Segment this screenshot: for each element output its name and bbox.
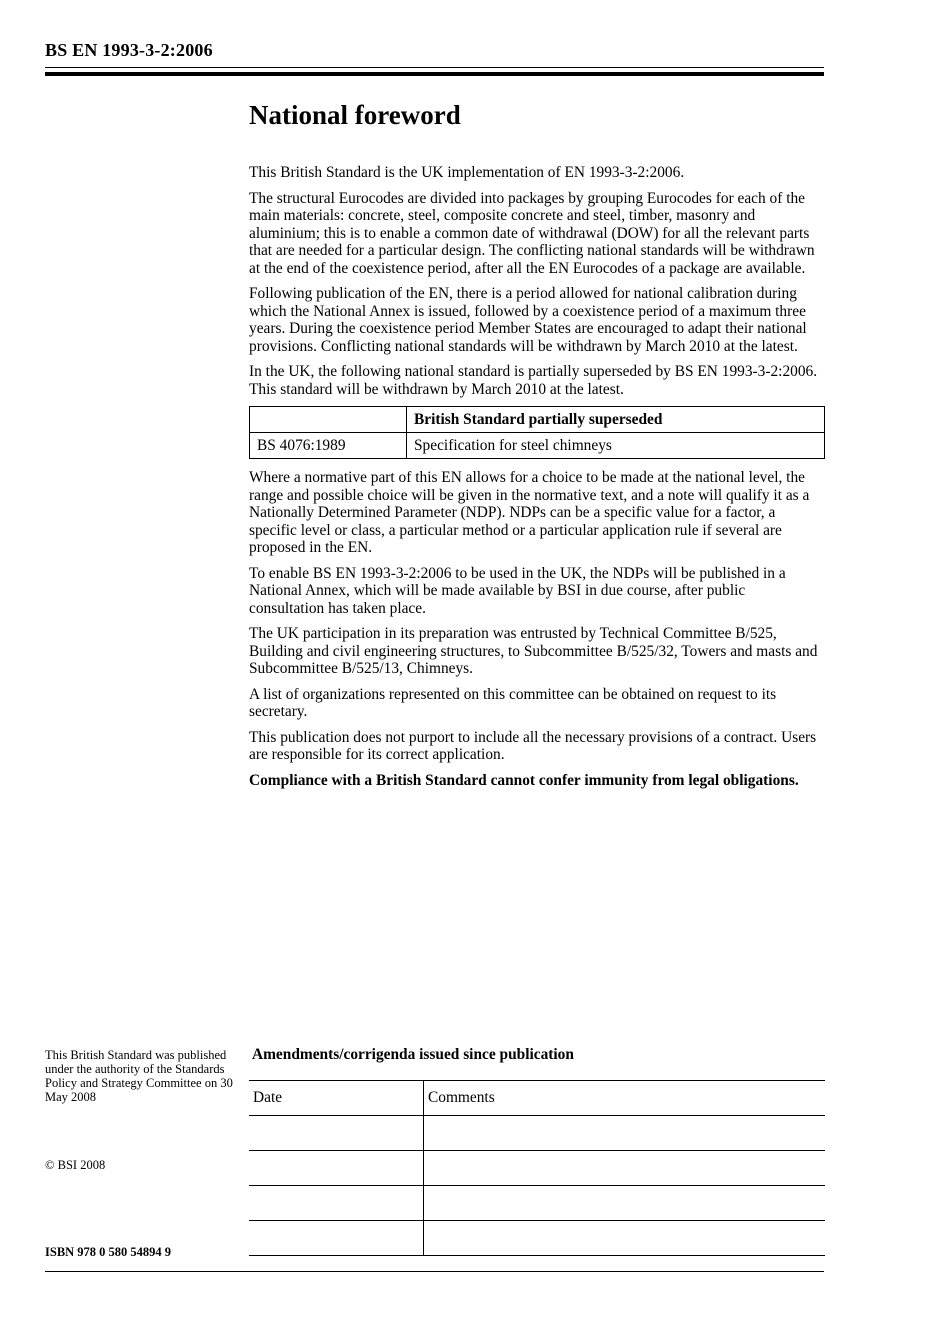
table-row	[250, 433, 825, 459]
table-cell-standard-number: BS 4076:1989	[250, 433, 407, 459]
publication-authority-note: This British Standard was published under the authority of the Standards Policy and Strategy Committee on 30 May 2008	[45, 1048, 233, 1104]
amendments-empty-row	[249, 1116, 825, 1151]
paragraph-provisions: This publication does not purport to include all the necessary provisions of a contract. Users are responsible for its correct application.	[249, 728, 817, 763]
paragraph-calibration: Following publication of the EN, there is a period allowed for national calibration during which the National Annex is issued, followed by a coexistence period of a maximum three years. During the coexistence period Member States are encouraged to adapt their national provisions. Conflicting national standards will be withdrawn by March 2010 at the latest.	[249, 285, 807, 355]
header-rule-thin	[45, 67, 824, 68]
footer-rule	[45, 1271, 824, 1272]
amendments-header-row	[249, 1081, 825, 1116]
header-rule-thick	[45, 72, 824, 76]
amendments-table	[249, 1080, 825, 1256]
superseded-standards-table	[249, 406, 825, 459]
table-header-cell: British Standard partially superseded	[407, 407, 825, 433]
paragraph-committee: The UK participation in its preparation was entrusted by Technical Committee B/525, Building and civil engineering structures, to Subcommittee B/525/32, Towers and masts and Subcommittee B/525/13, Chimneys.	[249, 625, 818, 677]
table-header-row	[250, 407, 825, 433]
paragraph-packages: The structural Eurocodes are divided into packages by grouping Eurocodes for each of the main materials: concrete, steel, composite concrete and steel, timber, masonry and aluminium; this is to enable a common date of withdrawal (DOW) for all the relevant parts that are needed for a particular design. The conflicting national standards will be withdrawn at the end of the coexistence period, after all the EN Eurocodes of a package are available.	[249, 189, 815, 277]
table-cell-standard-title: Specification for steel chimneys	[407, 433, 825, 459]
paragraph-organizations: A list of organizations represented on this committee can be obtained on request to its secretary.	[249, 685, 777, 720]
paragraph-ndp: Where a normative part of this EN allows for a choice to be made at the national level, the range and possible choice will be given in the normative text, and a note will qualify it as a Nationally Determined Parameter (NDP). NDPs can be a specific value for a factor, a specific level or class, a particular method or a particular application rule if several are proposed in the EN.	[249, 469, 810, 556]
amendments-comments-header: Comments	[424, 1081, 826, 1116]
paragraph-implementation: This British Standard is the UK implementation of EN 1993-3-2:2006.	[249, 164, 685, 181]
foreword-body	[249, 164, 824, 797]
paragraph-national-annex: To enable BS EN 1993-3-2:2006 to be used in the UK, the NDPs will be published in a National Annex, which will be made available by BSI in due course, after public consultation has taken place.	[249, 564, 786, 617]
amendments-empty-row	[249, 1186, 825, 1221]
paragraph-compliance: Compliance with a British Standard cannot confer immunity from legal obligations.	[249, 771, 799, 789]
document-code-header: BS EN 1993-3-2:2006	[45, 40, 213, 60]
amendments-empty-row	[249, 1151, 825, 1186]
isbn-number: ISBN 978 0 580 54894 9	[45, 1245, 172, 1259]
copyright-notice: © BSI 2008	[45, 1158, 106, 1172]
amendments-title: Amendments/corrigenda issued since publication	[252, 1046, 574, 1063]
table-header-cell-empty	[250, 407, 407, 433]
amendments-date-header: Date	[249, 1081, 424, 1116]
page-title: National foreword	[249, 100, 461, 130]
paragraph-superseded: In the UK, the following national standard is partially superseded by BS EN 1993-3-2:2006. This standard will be withdrawn by March 2010 at the latest.	[249, 363, 818, 398]
amendments-empty-row	[249, 1221, 825, 1256]
